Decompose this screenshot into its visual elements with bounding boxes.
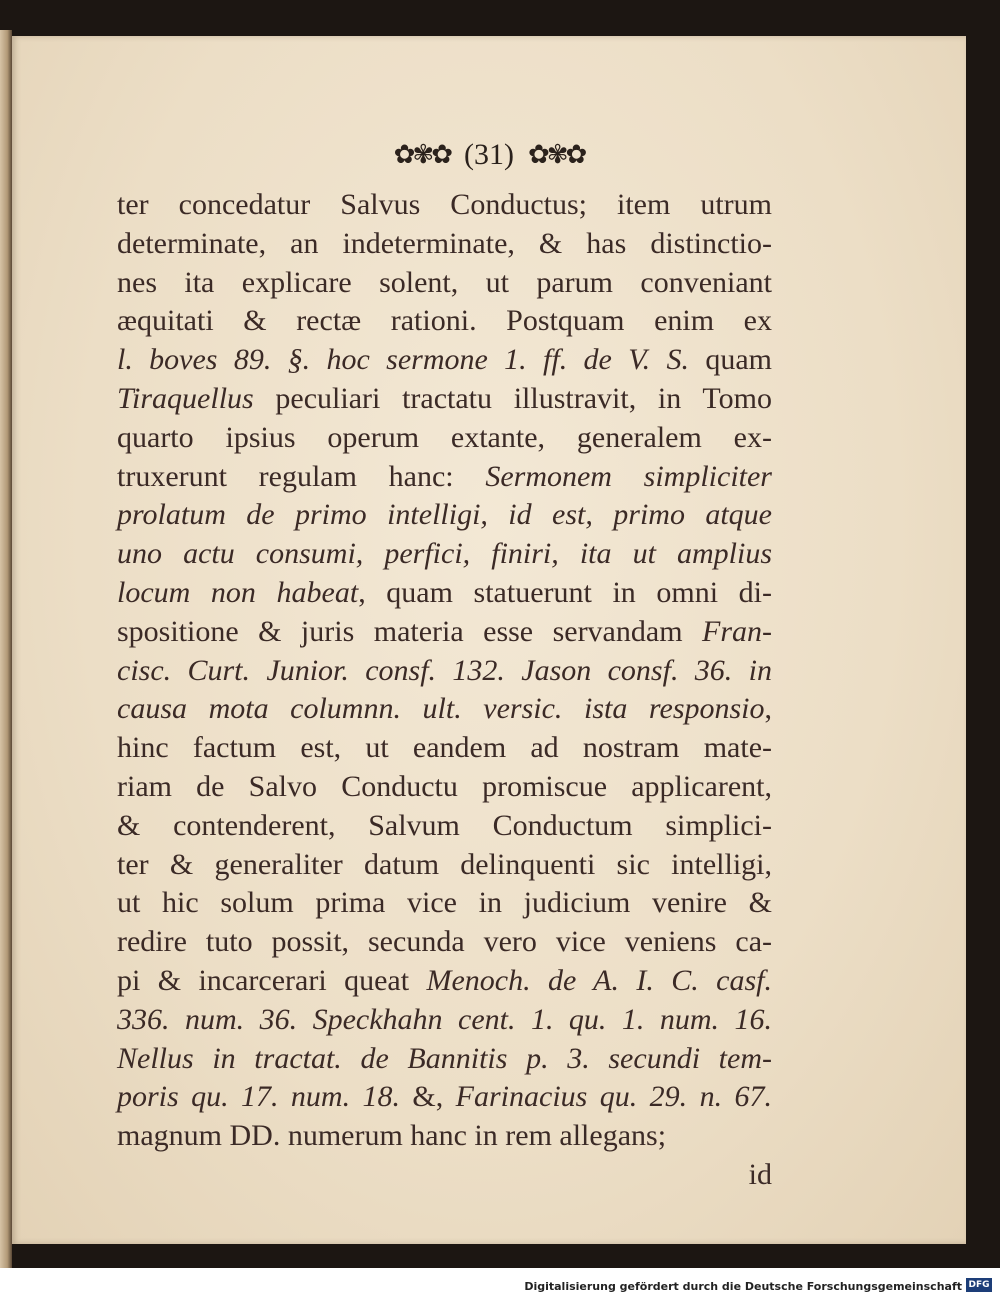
text-segment: quarto ipsius operum extante, generalem ex-	[117, 420, 772, 454]
italic-citation: Tiraquellus	[117, 381, 254, 415]
text-segment: riam de Salvo Conductu promiscue applicarent,	[117, 769, 772, 803]
book-page	[12, 36, 966, 1244]
text-segment: determinate, an indeterminate, & has distinctio-	[117, 226, 772, 260]
italic-citation: uno actu consumi, perfici, finiri, ita ut amplius	[117, 537, 772, 571]
italic-citation: causa mota columnn. ult. versic. ista responsio	[117, 692, 765, 726]
text-line	[117, 380, 772, 419]
text-segment: ut hic solum prima vice in judicium venire &	[117, 886, 772, 920]
text-line	[117, 1040, 772, 1079]
ornament-right-icon: ✿✾✿	[527, 140, 585, 170]
text-line	[117, 923, 772, 962]
text-segment: hinc factum est, ut eandem ad nostram mate-	[117, 731, 772, 765]
text-segment: &,	[400, 1080, 456, 1114]
text-line	[117, 302, 772, 341]
text-segment: spositione & juris materia esse servandam	[117, 614, 702, 648]
text-line	[117, 535, 772, 574]
text-line	[117, 419, 772, 458]
text-line	[117, 652, 772, 691]
text-line	[117, 613, 772, 652]
italic-citation: Fran-	[702, 614, 772, 648]
text-line	[117, 884, 772, 923]
page-number: (31)	[464, 138, 514, 171]
text-segment: & contenderent, Salvum Conductum simplici-	[117, 808, 772, 842]
text-segment: æquitati & rectæ rationi. Postquam enim ex	[117, 304, 772, 338]
text-line	[117, 186, 772, 225]
text-line	[117, 225, 772, 264]
italic-citation: poris qu. 17. num. 18.	[117, 1080, 400, 1114]
text-segment: ter concedatur Salvus Conductus; item utrum	[117, 188, 772, 221]
text-segment: ,	[764, 692, 772, 726]
italic-citation: locum non habeat	[117, 575, 359, 609]
text-line	[117, 962, 772, 1001]
text-segment: peculiari tractatu illustravit, in Tomo	[253, 381, 772, 415]
funding-credit: Digitalisierung gefördert durch die Deutsche Forschungsgemeinschaft	[524, 1280, 962, 1293]
text-line	[117, 807, 772, 846]
italic-citation: Sermonem simpliciter	[485, 459, 772, 493]
text-segment: ter & generaliter datum delinquenti sic intelligi,	[117, 847, 772, 881]
text-line	[117, 1117, 772, 1156]
text-line	[117, 1078, 772, 1117]
text-line	[117, 264, 772, 303]
dfg-logo-icon: DFG	[966, 1278, 992, 1292]
text-line	[117, 729, 772, 768]
text-line	[117, 1001, 772, 1040]
page-edge	[0, 30, 12, 1268]
text-line	[117, 574, 772, 613]
italic-citation: l. boves 89. §. hoc sermone 1. ff. de V. S.	[117, 343, 689, 377]
text-line	[117, 690, 772, 729]
text-segment: nes ita explicare solent, ut parum conveniant	[117, 265, 772, 299]
text-segment: pi & incarcerari queat	[117, 963, 427, 997]
text-line	[117, 496, 772, 535]
text-line	[117, 768, 772, 807]
text-line	[117, 846, 772, 885]
text-segment: quam	[689, 343, 772, 377]
text-segment: , quam statuerunt in omni di-	[358, 575, 773, 609]
text-line	[117, 341, 772, 380]
italic-citation: Farinacius qu. 29. n. 67.	[455, 1080, 772, 1114]
text-line	[117, 458, 772, 497]
italic-citation: 336. num. 36. Speckhahn cent. 1. qu. 1. num. 16.	[117, 1002, 772, 1036]
italic-citation: Nellus in tractat. de Bannitis p. 3. secundi tem-	[117, 1041, 772, 1075]
page-header	[12, 138, 966, 172]
text-segment: magnum DD. numerum hanc in rem allegans;	[117, 1119, 667, 1153]
italic-citation: cisc. Curt. Junior. consf. 132. Jason consf. 36. in	[117, 653, 772, 687]
text-segment: redire tuto possit, secunda vero vice veniens ca-	[117, 925, 772, 959]
italic-citation: prolatum de primo intelligi, id est, primo atque	[117, 498, 772, 532]
footer-bar	[0, 1268, 1000, 1300]
italic-citation: Menoch. de A. I. C. casf.	[426, 963, 772, 997]
ornament-left-icon: ✿✾✿	[393, 140, 450, 170]
catchword: id	[748, 1157, 772, 1191]
text-segment: truxerunt regulam hanc:	[117, 459, 486, 493]
body-text	[117, 186, 772, 1195]
